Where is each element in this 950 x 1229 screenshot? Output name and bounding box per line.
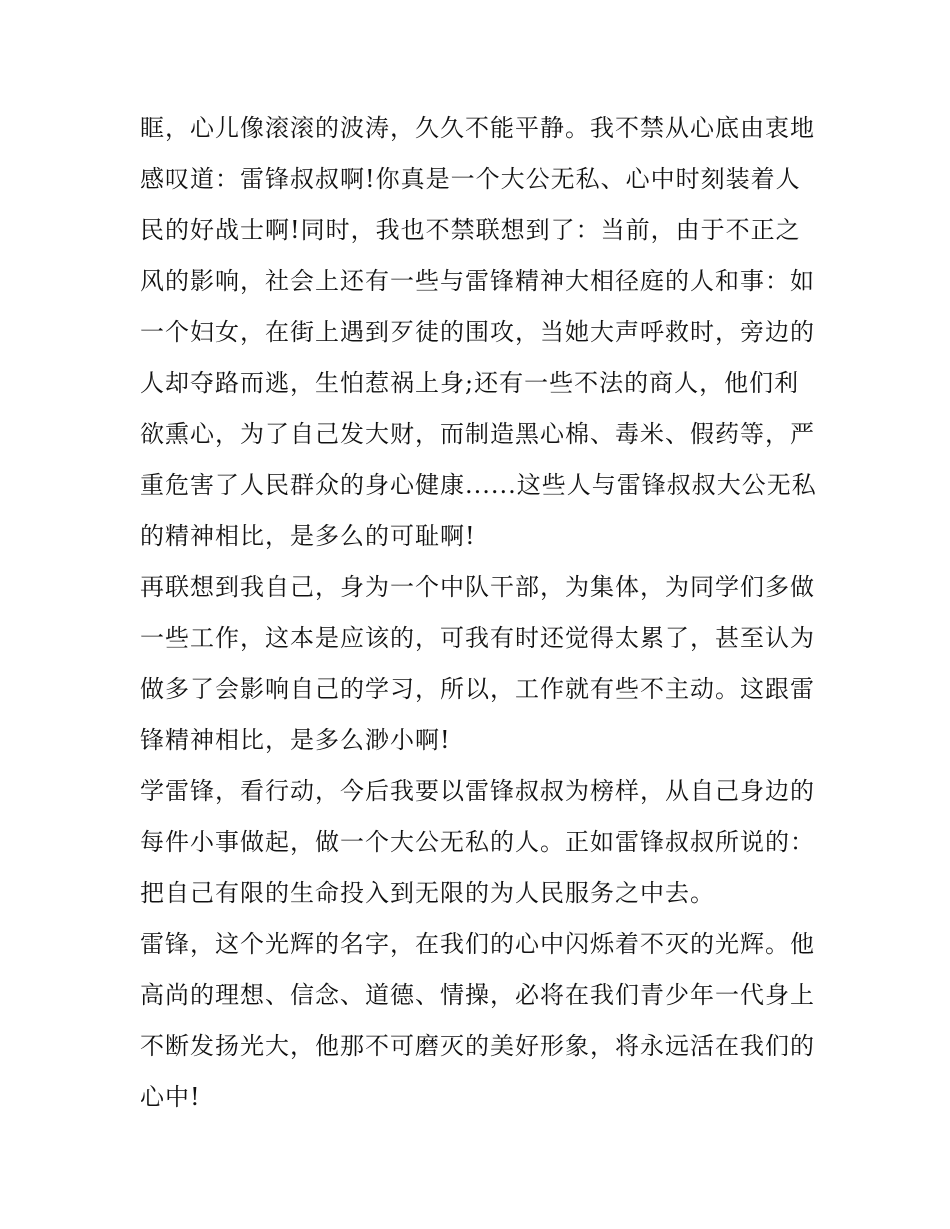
essay-text [140, 103, 820, 1123]
text-line: 不断发扬光大，他那不可磨灭的美好形象，将永远活在我们的 [140, 1032, 815, 1060]
text-line: 把自己有限的生命投入到无限的为人民服务之中去。 [140, 879, 715, 907]
text-line: 雷锋，这个光辉的名字，在我们的心中闪烁着不灭的光辉。他 [140, 930, 815, 958]
text-line: 高尚的理想、信念、道德、情操，必将在我们青少年一代身上 [140, 981, 815, 1009]
text-line: 民的好战士啊!同时，我也不禁联想到了：当前，由于不正之 [140, 216, 801, 244]
text-line: 一些工作，这本是应该的，可我有时还觉得太累了，甚至认为 [140, 624, 815, 652]
text-line: 欲熏心，为了自己发大财，而制造黑心棉、毒米、假药等，严 [140, 420, 815, 448]
text-line: 学雷锋，看行动，今后我要以雷锋叔叔为榜样，从自己身边的 [140, 777, 815, 805]
text-line: 再联想到我自己，身为一个中队干部，为集体，为同学们多做 [140, 573, 815, 601]
text-line: 心中! [140, 1083, 201, 1111]
text-line: 每件小事做起，做一个大公无私的人。正如雷锋叔叔所说的： [140, 828, 815, 856]
text-line: 一个妇女，在街上遇到歹徒的围攻，当她大声呼救时，旁边的 [140, 318, 815, 346]
text-line: 人却夺路而逃，生怕惹祸上身;还有一些不法的商人，他们利 [140, 369, 800, 397]
text-line: 锋精神相比，是多么渺小啊! [140, 726, 451, 754]
text-line: 风的影响，社会上还有一些与雷锋精神大相径庭的人和事：如 [140, 267, 815, 295]
text-line: 眶，心儿像滚滚的波涛，久久不能平静。我不禁从心底由衷地 [140, 114, 815, 142]
text-line: 重危害了人民群众的身心健康......这些人与雷锋叔叔大公无私 [140, 471, 817, 499]
text-line: 做多了会影响自己的学习，所以，工作就有些不主动。这跟雷 [140, 675, 815, 703]
text-line: 的精神相比，是多么的可耻啊! [140, 522, 476, 550]
text-line: 感叹道：雷锋叔叔啊!你真是一个大公无私、心中时刻装着人 [140, 165, 801, 193]
